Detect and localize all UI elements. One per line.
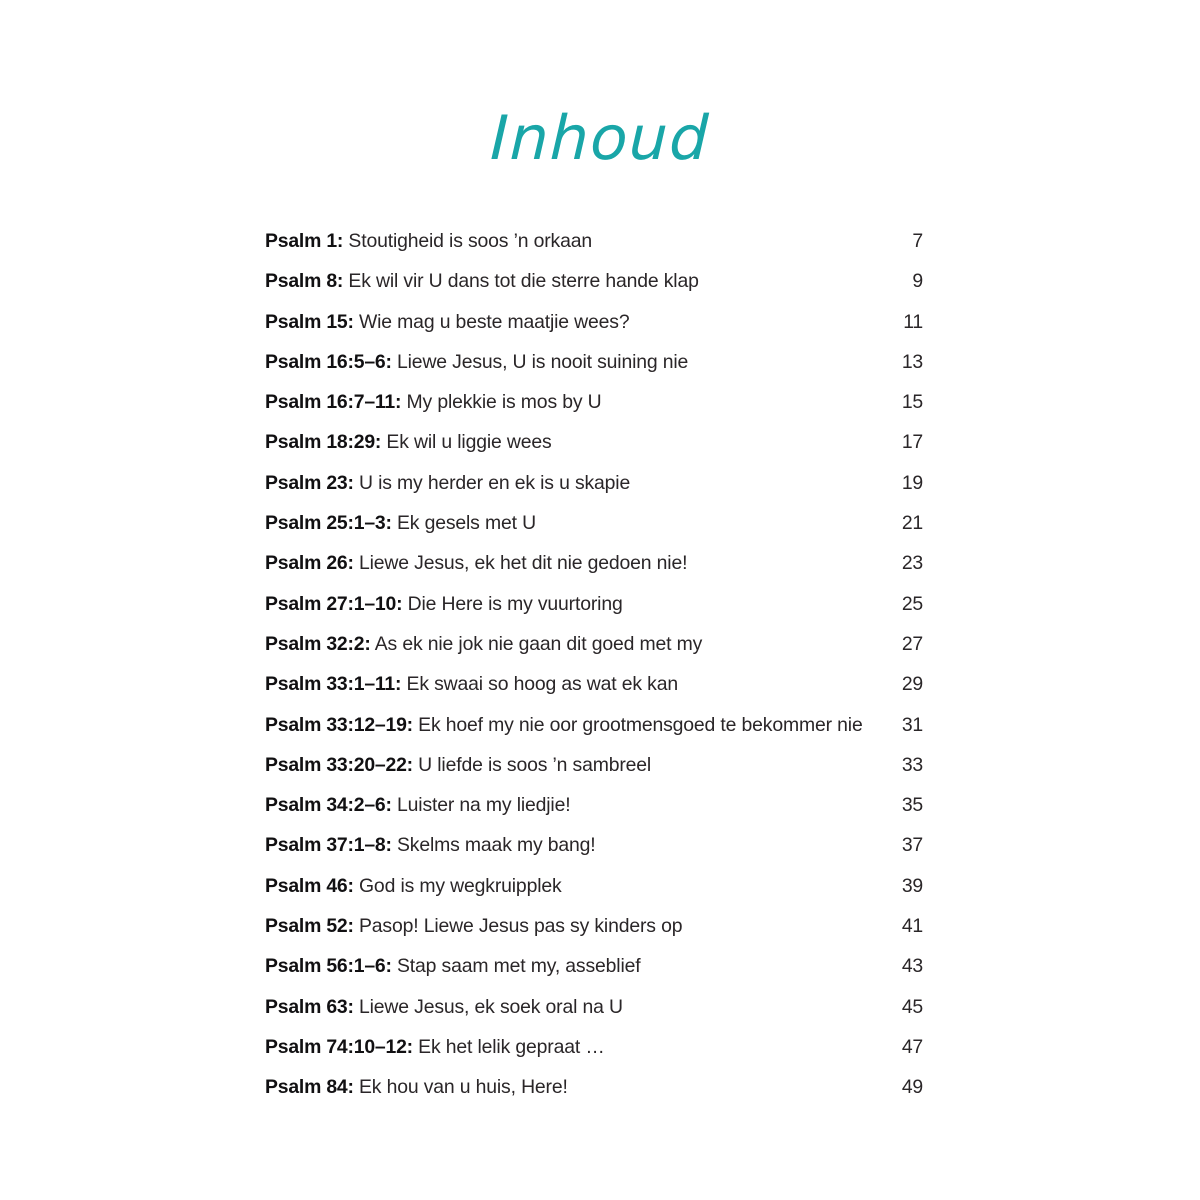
toc-entry-row[interactable]	[265, 510, 923, 550]
toc-entry-text	[265, 1034, 869, 1061]
toc-entry-description: Luister na my liedjie!	[397, 794, 571, 817]
toc-entry-row[interactable]	[265, 309, 923, 349]
toc-entry-row[interactable]	[265, 752, 923, 792]
toc-entry-row[interactable]	[265, 631, 923, 671]
toc-entry-text	[265, 712, 869, 739]
toc-entry-reference: Psalm 74:10–12:	[265, 1035, 413, 1058]
toc-entry-row[interactable]	[265, 913, 923, 953]
toc-entry-reference: Psalm 26:	[265, 552, 354, 575]
toc-entry-reference: Psalm 18:29:	[265, 431, 382, 454]
toc-entry-row[interactable]	[265, 268, 923, 308]
toc-entry-page-number: 19	[901, 471, 923, 494]
toc-entry-reference: Psalm 33:1–11:	[265, 673, 402, 696]
toc-entry-description: God is my wegkruipplek	[359, 874, 562, 897]
toc-entry-row[interactable]	[265, 832, 923, 872]
toc-entry-page-number: 9	[912, 270, 923, 293]
toc-entry-page-number: 15	[901, 391, 923, 414]
toc-entry-row[interactable]	[265, 429, 923, 469]
toc-entry-reference: Psalm 52:	[265, 915, 354, 938]
toc-entry-page-number: 39	[901, 874, 923, 897]
toc-entry-description: U is my herder en ek is u skapie	[359, 471, 631, 494]
toc-entry-page-number: 47	[901, 1035, 923, 1058]
toc-entry-text	[265, 550, 869, 577]
toc-entry-row[interactable]	[265, 591, 923, 631]
toc-entry-page-number: 13	[901, 350, 923, 373]
toc-entry-page-number: 33	[901, 753, 923, 776]
toc-entry-row[interactable]	[265, 389, 923, 429]
toc-entry-reference: Psalm 37:1–8:	[265, 834, 392, 857]
toc-entry-row[interactable]	[265, 228, 923, 268]
toc-entry-text	[265, 1074, 869, 1101]
toc-entry-description: Liewe Jesus, U is nooit suining nie	[397, 350, 689, 373]
toc-entry-description: As ek nie jok nie gaan dit goed met my	[374, 632, 703, 655]
toc-entry-description: Skelms maak my bang!	[397, 834, 596, 857]
toc-entry-page-number: 41	[901, 915, 923, 938]
toc-entry-text	[265, 470, 869, 497]
toc-entry-page-number: 11	[903, 310, 923, 333]
toc-entry-page-number: 37	[901, 834, 923, 857]
toc-entry-description: Pasop! Liewe Jesus pas sy kinders op	[359, 915, 683, 938]
toc-entry-page-number: 49	[901, 1076, 923, 1099]
toc-entry-text	[265, 873, 869, 900]
toc-entry-reference: Psalm 25:1–3:	[265, 512, 392, 535]
toc-entry-text	[265, 752, 869, 779]
toc-entry-page-number: 29	[901, 673, 923, 696]
toc-entry-description: Ek hou van u huis, Here!	[359, 1076, 568, 1099]
toc-entry-text	[265, 953, 869, 980]
toc-entry-description: Ek hoef my nie oor grootmensgoed te bekommer nie	[418, 713, 863, 736]
toc-entry-text	[265, 832, 869, 859]
toc-entry-description: Ek wil vir U dans tot die sterre hande klap	[348, 270, 699, 293]
toc-entry-text	[265, 228, 869, 255]
toc-entry-reference: Psalm 33:12–19:	[265, 713, 413, 736]
toc-entry-text	[265, 510, 869, 537]
toc-entry-row[interactable]	[265, 470, 923, 510]
toc-entry-description: Ek wil u liggie wees	[386, 431, 552, 454]
toc-entry-reference: Psalm 8:	[265, 270, 344, 293]
toc-entry-text	[265, 671, 869, 698]
toc-entry-page-number: 21	[901, 512, 923, 535]
toc-entry-text	[265, 349, 869, 376]
toc-entry-description: U liefde is soos ’n sambreel	[418, 753, 652, 776]
toc-entry-text	[265, 268, 869, 295]
toc-entry-description: Ek het lelik gepraat …	[418, 1035, 605, 1058]
toc-entry-row[interactable]	[265, 1074, 923, 1114]
toc-entry-row[interactable]	[265, 550, 923, 590]
toc-entry-row[interactable]	[265, 349, 923, 389]
toc-entry-reference: Psalm 63:	[265, 995, 354, 1018]
toc-entry-text	[265, 389, 869, 416]
toc-entry-description: Stap saam met my, asseblief	[397, 955, 641, 978]
toc-entry-reference: Psalm 84:	[265, 1076, 354, 1099]
toc-entry-row[interactable]	[265, 671, 923, 711]
toc-entry-reference: Psalm 34:2–6:	[265, 794, 392, 817]
toc-entry-row[interactable]	[265, 712, 923, 752]
toc-entry-reference: Psalm 16:5–6:	[265, 350, 392, 373]
toc-entry-page-number: 31	[901, 713, 923, 736]
toc-entry-description: Die Here is my vuurtoring	[407, 592, 623, 615]
toc-entry-reference: Psalm 46:	[265, 874, 354, 897]
toc-entry-text	[265, 591, 869, 618]
toc-entry-page-number: 7	[912, 230, 923, 252]
toc-entry-description: Liewe Jesus, ek soek oral na U	[359, 995, 623, 1018]
toc-entry-page-number: 25	[901, 592, 923, 615]
toc-entry-description: Wie mag u beste maatjie wees?	[359, 310, 630, 333]
toc-entry-reference: Psalm 16:7–11:	[265, 391, 402, 414]
toc-entry-row[interactable]	[265, 953, 923, 993]
toc-entry-reference: Psalm 15:	[265, 310, 354, 333]
toc-entry-text	[265, 994, 869, 1021]
toc-entry-row[interactable]	[265, 792, 923, 832]
page-title: Inhoud	[489, 103, 711, 174]
toc-entry-reference: Psalm 1:	[265, 230, 344, 252]
table-of-contents-list	[265, 228, 923, 1115]
toc-entry-page-number: 27	[901, 632, 923, 655]
toc-entry-text	[265, 429, 869, 456]
toc-entry-row[interactable]	[265, 994, 923, 1034]
toc-entry-reference: Psalm 27:1–10:	[265, 592, 403, 615]
toc-entry-row[interactable]	[265, 873, 923, 913]
toc-entry-text	[265, 631, 869, 658]
toc-entry-page-number: 43	[901, 955, 923, 978]
toc-entry-page-number: 45	[901, 995, 923, 1018]
toc-entry-reference: Psalm 33:20–22:	[265, 753, 413, 776]
toc-entry-text	[265, 792, 869, 819]
toc-entry-description: Liewe Jesus, ek het dit nie gedoen nie!	[359, 552, 688, 575]
toc-entry-reference: Psalm 32:2:	[265, 632, 371, 655]
toc-entry-page-number: 23	[901, 552, 923, 575]
toc-entry-text	[265, 309, 869, 336]
toc-entry-description: Ek swaai so hoog as wat ek kan	[406, 673, 678, 696]
toc-entry-reference: Psalm 56:1–6:	[265, 955, 392, 978]
toc-entry-row[interactable]	[265, 1034, 923, 1074]
toc-entry-description: Ek gesels met U	[397, 512, 536, 535]
toc-entry-description: My plekkie is mos by U	[406, 391, 602, 414]
toc-entry-text	[265, 913, 869, 940]
toc-entry-page-number: 17	[901, 431, 923, 454]
toc-entry-reference: Psalm 23:	[265, 471, 354, 494]
toc-entry-page-number: 35	[901, 794, 923, 817]
toc-entry-description: Stoutigheid is soos ’n orkaan	[348, 230, 592, 252]
